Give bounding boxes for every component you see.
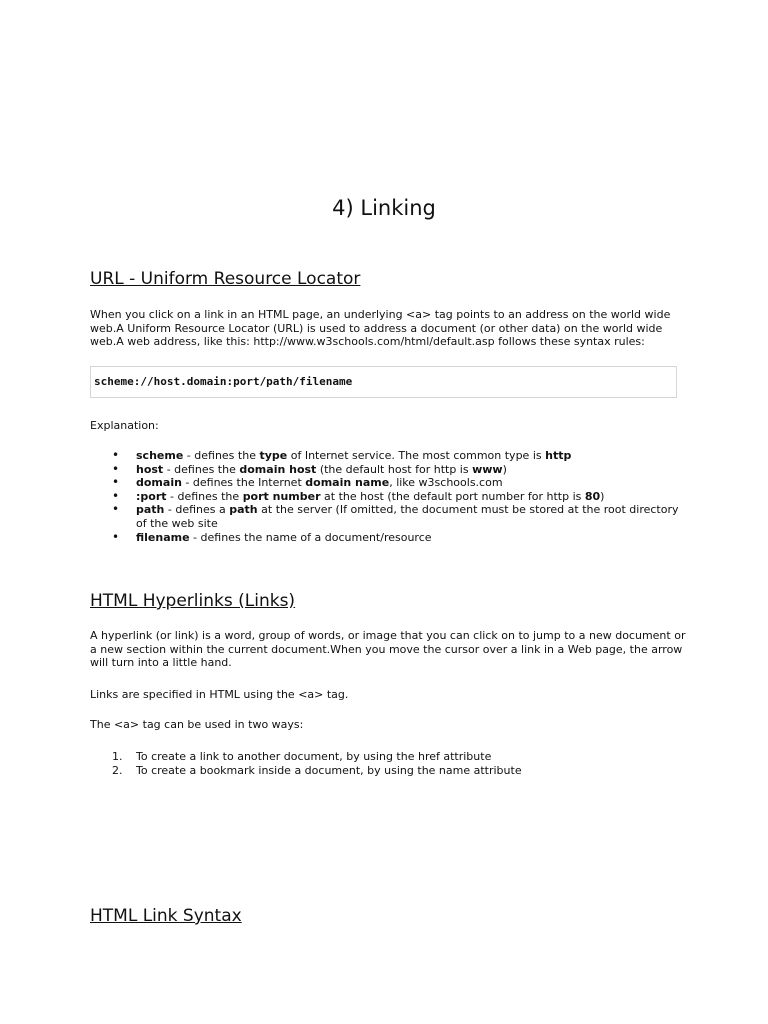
url-section-heading: URL - Uniform Resource Locator — [90, 269, 361, 289]
hyperlinks-section-heading: HTML Hyperlinks (Links) — [90, 591, 296, 611]
term: domain — [136, 476, 182, 490]
list-item — [90, 463, 690, 477]
list-item — [90, 764, 690, 778]
list-item — [90, 531, 690, 545]
list-item — [90, 750, 690, 764]
item-text: - defines the name of a document/resource — [189, 530, 432, 544]
item-bold: domain name — [305, 476, 390, 490]
item-bold: 80 — [584, 489, 601, 503]
list-number: 1. — [112, 750, 123, 763]
item-text: ) — [502, 462, 507, 476]
item-bold: http — [545, 449, 572, 462]
list-item — [90, 490, 690, 504]
item-bold: path — [229, 503, 258, 517]
term: scheme — [136, 449, 184, 462]
term: :port — [136, 489, 167, 503]
syntax-code: scheme://host.domain:port/path/filename — [94, 375, 353, 388]
item-text: (the default host for http is — [316, 462, 473, 476]
item-text: , like w3schools.com — [389, 476, 503, 490]
term: path — [136, 503, 165, 517]
item-text: of Internet service. The most common type is — [287, 449, 546, 462]
list-item — [90, 476, 690, 490]
links-specified-paragraph: Links are specified in HTML using the <a> tag. — [90, 688, 349, 701]
two-ways-paragraph: The <a> tag can be used in two ways: — [90, 718, 304, 731]
syntax-code-box — [90, 366, 677, 398]
usage-list — [90, 750, 690, 777]
list-text: To create a link to another document, by using the href attribute — [136, 750, 492, 763]
item-text: at the server (If omitted, the document must be stored at the root directory of the web site — [136, 503, 679, 530]
url-intro-paragraph: When you click on a link in an HTML page, an underlying <a> tag points to an address on the world wide web.A Uniform Resource Locator (URL) is used to address a document (or other data) on the world wide web.A web address, like this: http://www.w3schools.com/html/default.asp follows these syntax rules: — [90, 308, 671, 349]
item-bold: www — [472, 462, 503, 476]
list-number: 2. — [112, 763, 123, 777]
item-text: at the host (the default port number for http is — [320, 489, 585, 503]
item-bold: domain host — [239, 462, 317, 476]
list-text: To create a bookmark inside a document, by using the name attribute — [136, 763, 522, 777]
page-title: 4) Linking — [332, 196, 436, 220]
item-bold: port number — [242, 489, 321, 503]
item-text: ) — [600, 489, 605, 503]
explanation-label: Explanation: — [90, 419, 159, 432]
hyperlinks-paragraph: A hyperlink (or link) is a word, group of words, or image that you can click on to jump to a new document or a new section within the current document.When you move the cursor over a link in a Web page, the arrow will turn into a little hand. — [90, 629, 686, 670]
url-parts-list — [90, 449, 690, 544]
item-text: - defines the — [183, 449, 260, 462]
term: filename — [136, 530, 190, 544]
item-text: - defines a — [164, 503, 230, 517]
item-bold: type — [259, 449, 288, 462]
term: host — [136, 462, 164, 476]
item-text: - defines the Internet — [181, 476, 306, 490]
link-syntax-heading: HTML Link Syntax — [90, 906, 242, 926]
list-item — [90, 449, 690, 463]
list-item — [90, 503, 690, 530]
item-text: - defines the — [163, 462, 240, 476]
item-text: - defines the — [166, 489, 243, 503]
